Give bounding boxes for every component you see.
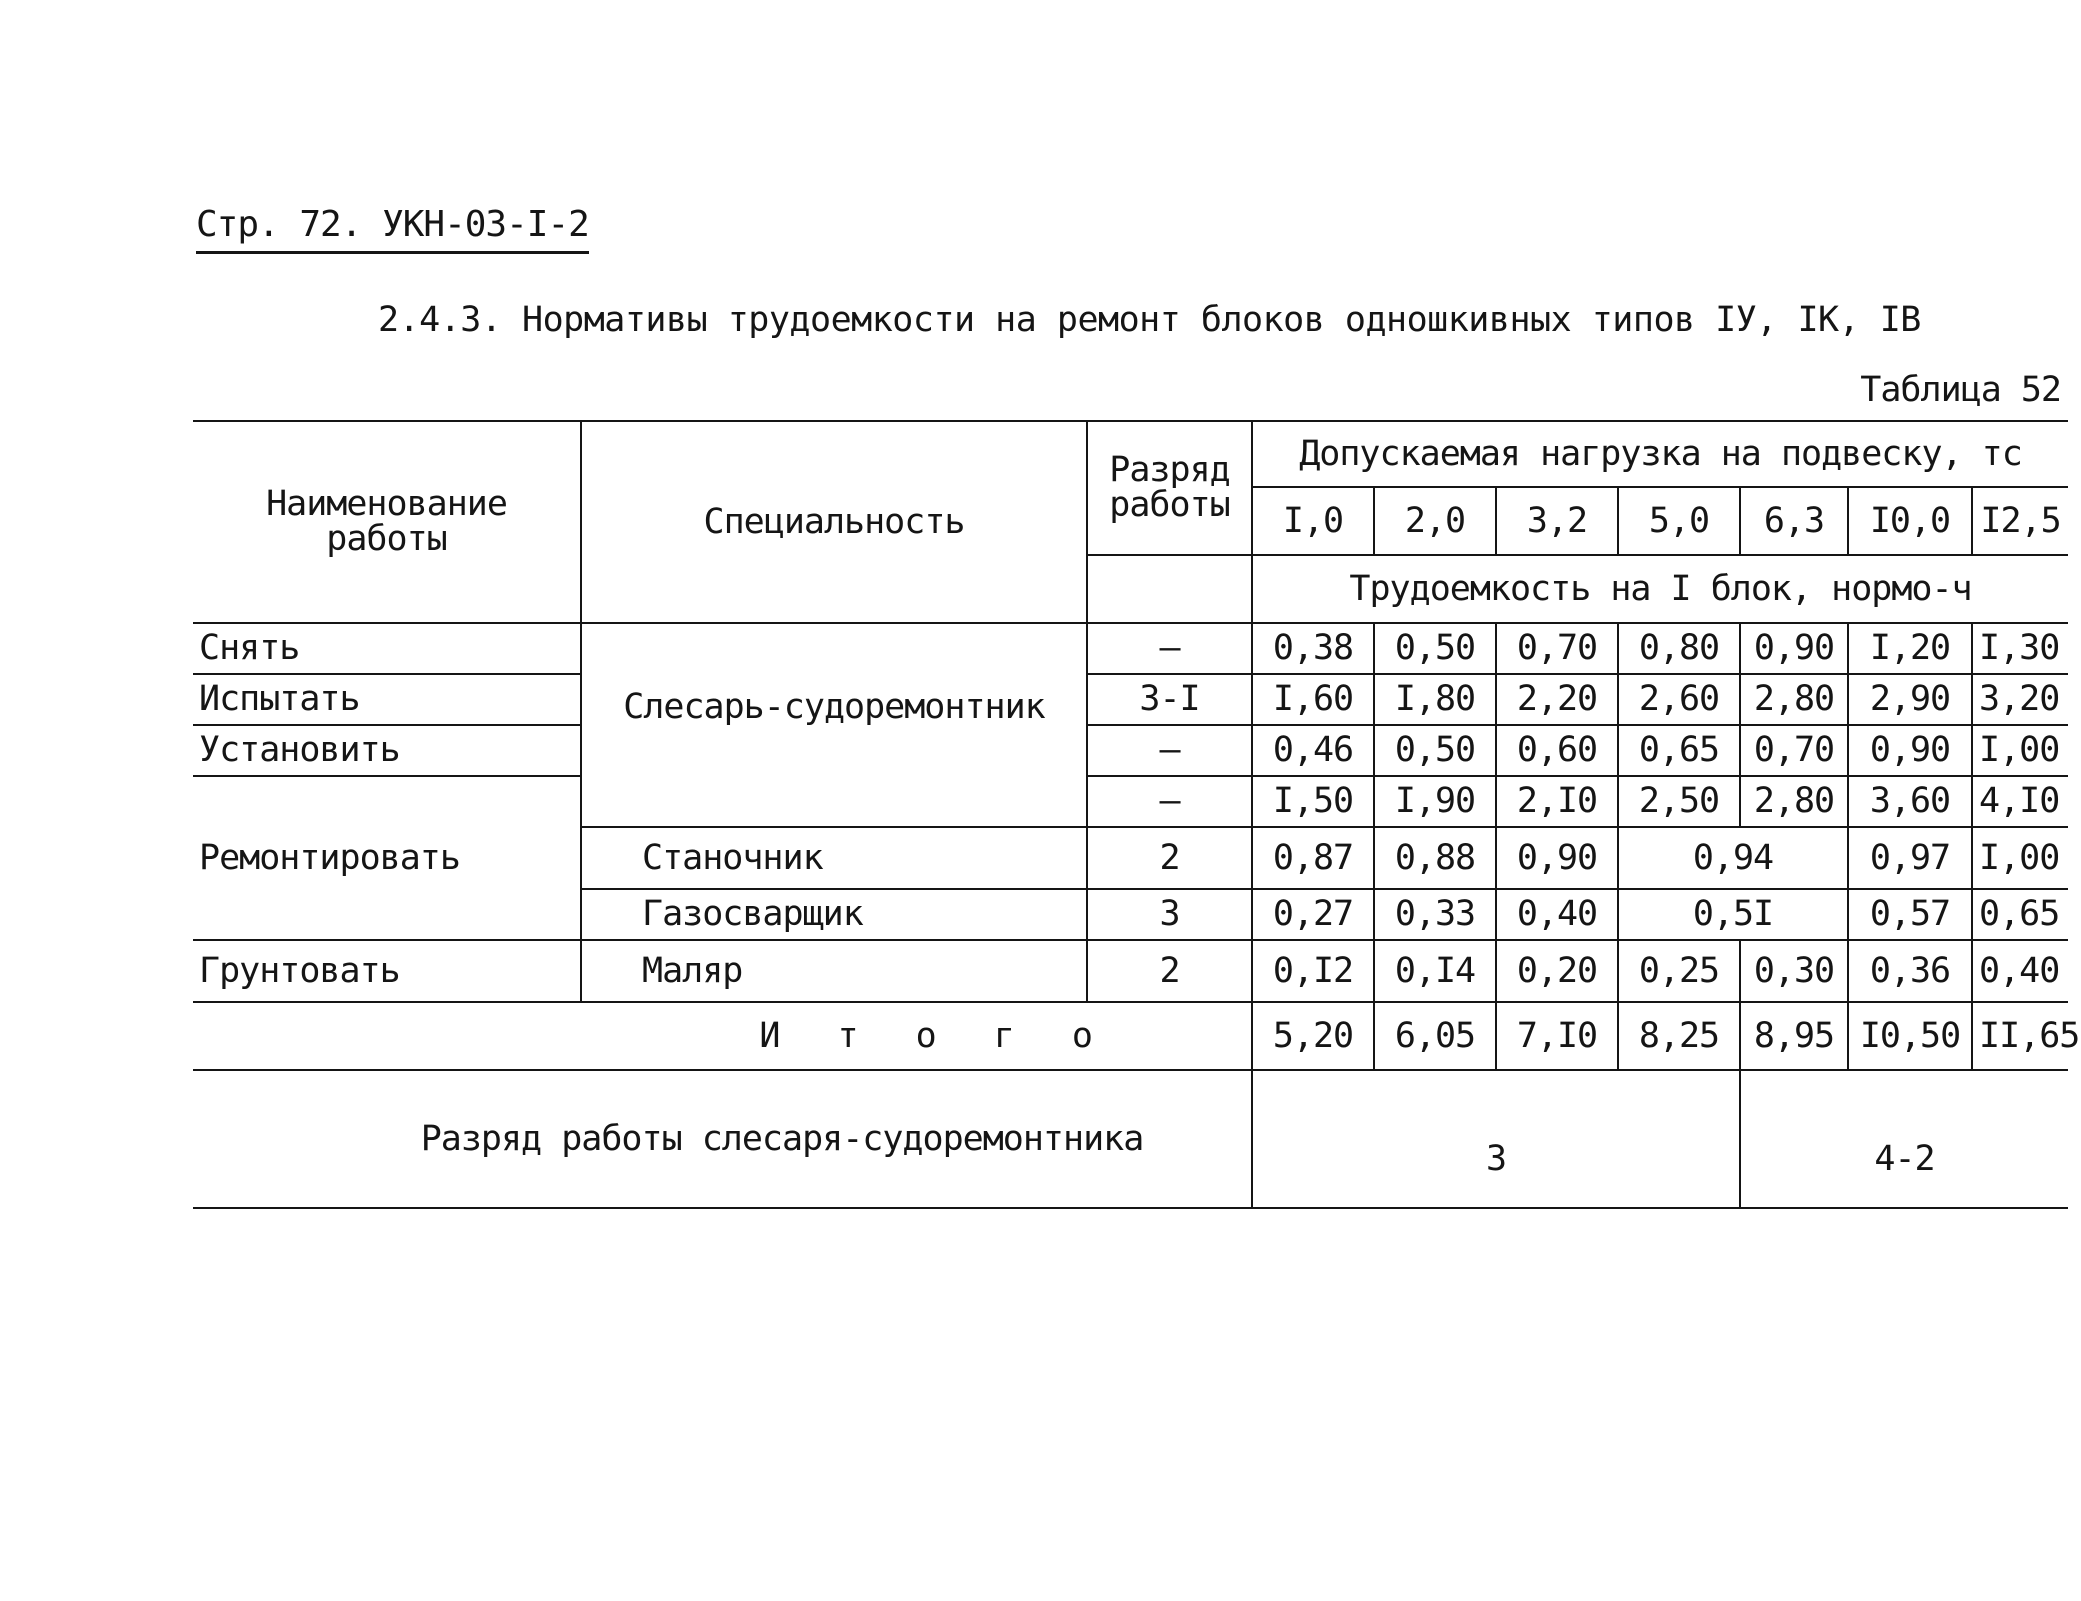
total-value: II,65 <box>1972 1002 2068 1070</box>
load-value: I2,5 <box>1972 487 2068 555</box>
col-header-work: Наименование работы <box>193 421 581 623</box>
grade: – <box>1087 725 1252 776</box>
grade: 3-I <box>1087 674 1252 725</box>
labor-norms-table <box>193 420 2080 1209</box>
load-value: 6,3 <box>1740 487 1848 555</box>
cell-value: I,90 <box>1374 776 1496 827</box>
cell-value: I,30 <box>1972 623 2068 674</box>
grade: – <box>1087 623 1252 674</box>
cell-value: 2,90 <box>1848 674 1972 725</box>
grade-label: Разряд работы слесаря-судоремонтника <box>193 1070 1252 1208</box>
cell-value: 0,70 <box>1740 725 1848 776</box>
cell-value: 0,65 <box>1972 889 2068 940</box>
specialty-fitter: Слесарь-судоремонтник <box>581 623 1087 827</box>
cell-value: 0,36 <box>1848 940 1972 1002</box>
grade: 2 <box>1087 940 1252 1002</box>
total-row <box>193 1002 2068 1070</box>
load-value: I0,0 <box>1848 487 1972 555</box>
cell-value: 0,30 <box>1740 940 1848 1002</box>
cell-value: 2,80 <box>1740 674 1848 725</box>
table-row <box>193 623 2068 674</box>
cell-value: 0,27 <box>1252 889 1374 940</box>
total-value: 7,I0 <box>1496 1002 1618 1070</box>
load-value: 2,0 <box>1374 487 1496 555</box>
cell-value: I,00 <box>1972 725 2068 776</box>
cell-value: 0,46 <box>1252 725 1374 776</box>
table-row <box>193 674 2068 725</box>
cell-value: 2,I0 <box>1496 776 1618 827</box>
cell-value: 0,I2 <box>1252 940 1374 1002</box>
load-value: 3,2 <box>1496 487 1618 555</box>
cell-value: 0,38 <box>1252 623 1374 674</box>
cell-value: I,60 <box>1252 674 1374 725</box>
table-row <box>193 776 2068 827</box>
col-header-grade: Разряд работы <box>1087 421 1252 555</box>
total-label: И т о г о <box>193 1002 1252 1070</box>
cell-value: I,80 <box>1374 674 1496 725</box>
cell-value: 0,80 <box>1618 623 1740 674</box>
table-row <box>193 725 2068 776</box>
cell-value: 4,I0 <box>1972 776 2068 827</box>
cell-value: 0,88 <box>1374 827 1496 889</box>
cell-value: 0,90 <box>1496 827 1618 889</box>
specialty: Станочник <box>581 827 1087 889</box>
work-name: Грунтовать <box>193 940 581 1002</box>
work-name: Установить <box>193 725 581 776</box>
work-name-repair: Ремонтировать <box>193 776 581 940</box>
cell-value: 0,5I <box>1618 889 1848 940</box>
section-title: 2.4.3. Нормативы трудоемкости на ремонт блоков одношкивных типов IУ, IК, IВ <box>378 300 1921 340</box>
cell-value: 2,50 <box>1618 776 1740 827</box>
cell-value: 0,25 <box>1618 940 1740 1002</box>
cell-value: 3,60 <box>1848 776 1972 827</box>
cell-value: 0,90 <box>1848 725 1972 776</box>
cell-value: 2,60 <box>1618 674 1740 725</box>
grade: – <box>1087 776 1252 827</box>
load-value: 5,0 <box>1618 487 1740 555</box>
cell-value: 0,I4 <box>1374 940 1496 1002</box>
total-value: 8,25 <box>1618 1002 1740 1070</box>
cell-value: I,50 <box>1252 776 1374 827</box>
grade-header-filler <box>1087 555 1252 623</box>
cell-value: 0,40 <box>1972 940 2068 1002</box>
work-name: Снять <box>193 623 581 674</box>
total-value: I0,50 <box>1848 1002 1972 1070</box>
cell-value: 0,65 <box>1618 725 1740 776</box>
cell-value: 0,60 <box>1496 725 1618 776</box>
total-value: 6,05 <box>1374 1002 1496 1070</box>
cell-value: 0,57 <box>1848 889 1972 940</box>
cell-value: 0,20 <box>1496 940 1618 1002</box>
cell-value: 2,80 <box>1740 776 1848 827</box>
work-name: Испытать <box>193 674 581 725</box>
cell-value: I,00 <box>1972 827 2068 889</box>
total-value: 8,95 <box>1740 1002 1848 1070</box>
grade-value-low: 3 <box>1252 1070 1740 1208</box>
cell-value: 3,20 <box>1972 674 2068 725</box>
load-value: I,0 <box>1252 487 1374 555</box>
specialty: Маляр <box>581 940 1087 1002</box>
cell-value: 0,50 <box>1374 725 1496 776</box>
col-header-specialty: Специальность <box>581 421 1087 623</box>
col-header-load: Допускаемая нагрузка на подвеску, тс <box>1252 421 2068 487</box>
grade: 2 <box>1087 827 1252 889</box>
table-row <box>193 940 2068 1002</box>
cell-value: 0,50 <box>1374 623 1496 674</box>
cell-value: 0,33 <box>1374 889 1496 940</box>
cell-value: 0,70 <box>1496 623 1618 674</box>
grade: 3 <box>1087 889 1252 940</box>
cell-value: 0,40 <box>1496 889 1618 940</box>
grade-value-high: 4-2 <box>1740 1070 2068 1208</box>
cell-value: 0,94 <box>1618 827 1848 889</box>
specialty: Газосварщик <box>581 889 1087 940</box>
cell-value: I,20 <box>1848 623 1972 674</box>
page-header: Стр. 72. УКН-03-I-2 <box>196 204 589 254</box>
cell-value: 0,90 <box>1740 623 1848 674</box>
grade-row <box>193 1070 2068 1208</box>
cell-value: 0,97 <box>1848 827 1972 889</box>
cell-value: 0,87 <box>1252 827 1374 889</box>
table-label: Таблица 52 <box>1860 370 2061 410</box>
labor-header: Трудоемкость на I блок, нормо-ч <box>1252 555 2068 623</box>
total-value: 5,20 <box>1252 1002 1374 1070</box>
cell-value: 2,20 <box>1496 674 1618 725</box>
